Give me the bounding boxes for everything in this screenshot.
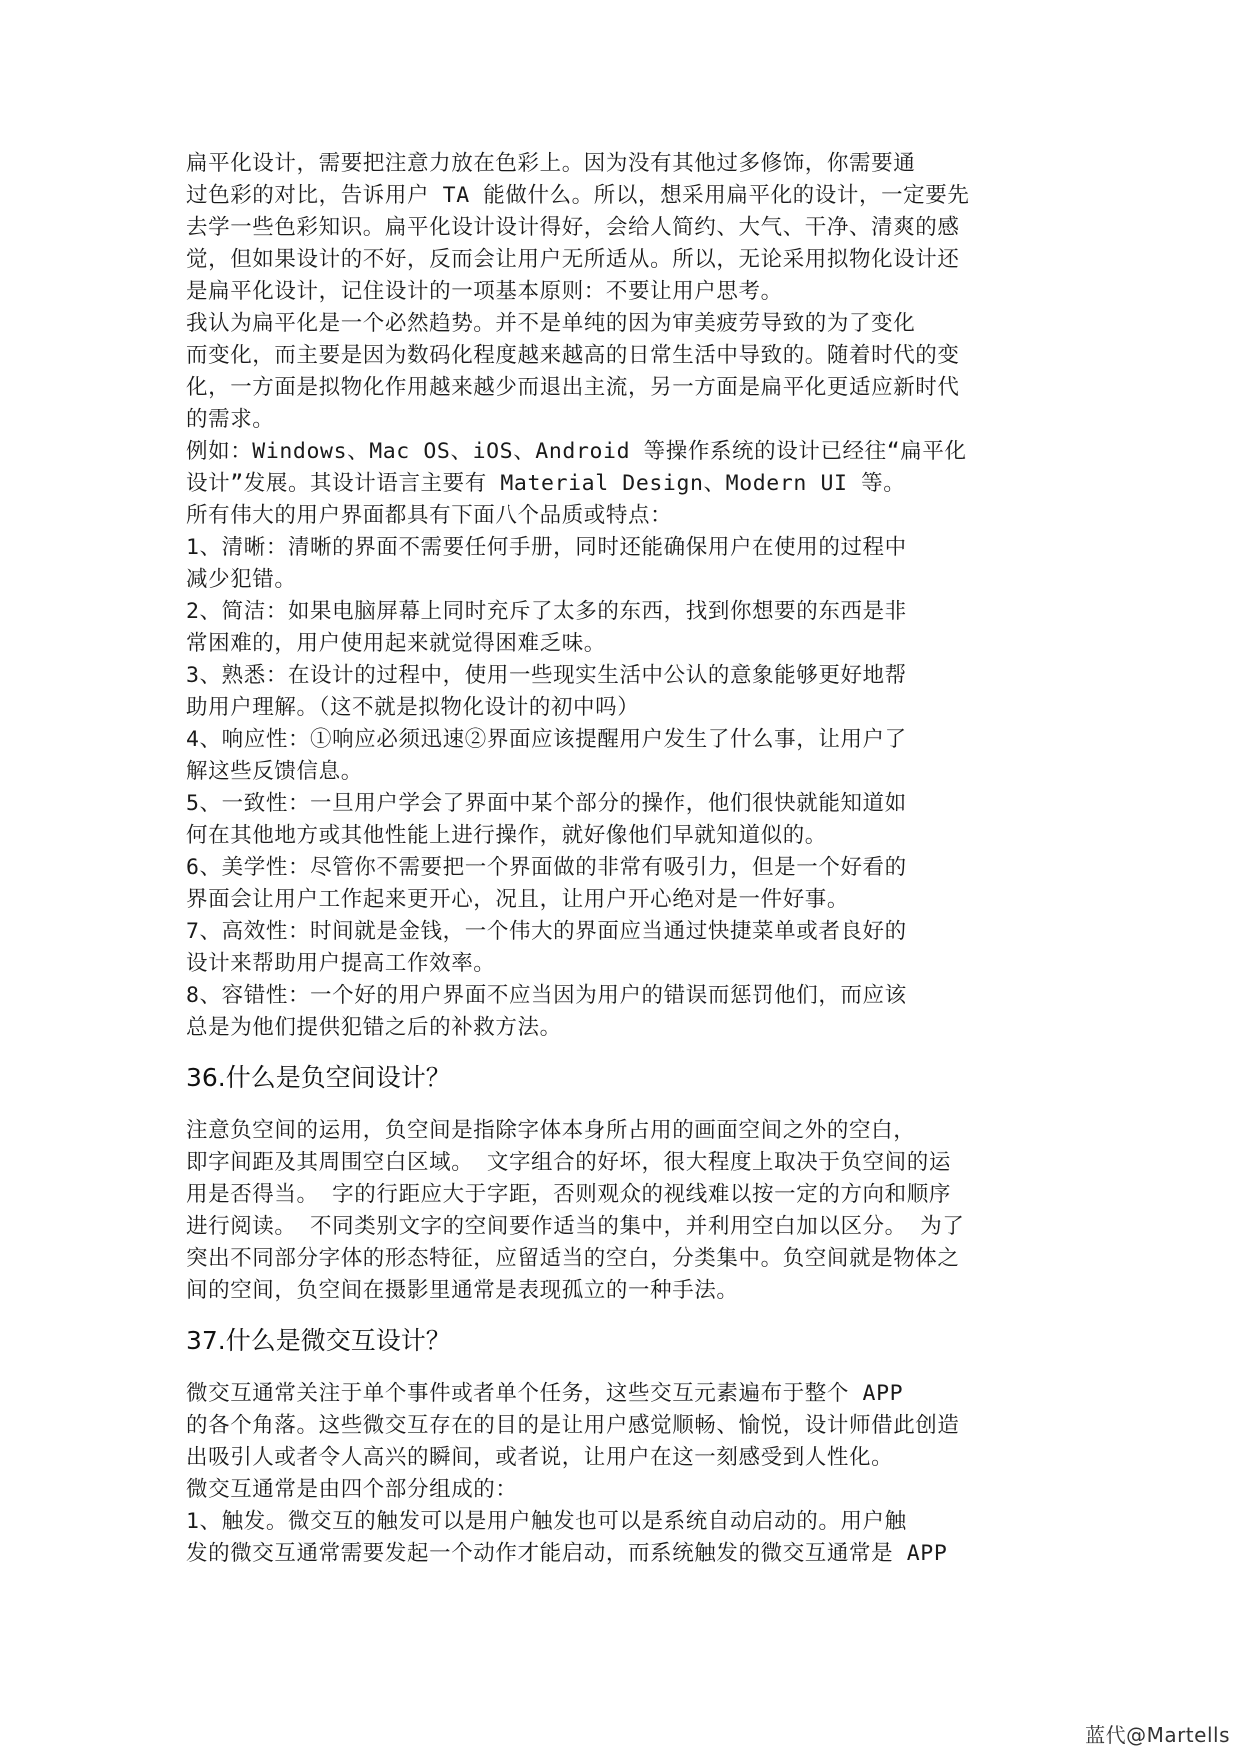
text-line: 进行阅读。 不同类别文字的空间要作适当的集中，并利用空白加以区分。 为了	[186, 1214, 965, 1239]
text-line: 出吸引人或者令人高兴的瞬间，或者说，让用户在这一刻感受到人性化。	[186, 1445, 894, 1470]
text-line: 设计”发展。其设计语言主要有 Material Design、Modern UI 等。	[186, 471, 906, 496]
text-line: 界面会让用户工作起来更开心，况且，让用户开心绝对是一件好事。	[186, 887, 850, 912]
text-line: 是扁平化设计，记住设计的一项基本原则：不要让用户思考。	[186, 279, 783, 304]
intro-text	[186, 148, 1066, 1044]
text-line: 1、触发。微交互的触发可以是用户触发也可以是系统自动启动的。用户触	[186, 1509, 907, 1534]
text-line: 微交互通常关注于单个事件或者单个任务，这些交互元素遍布于整个 APP	[186, 1381, 904, 1406]
text-line: 何在其他地方或其他性能上进行操作，就好像他们早就知道似的。	[186, 823, 827, 848]
section-37-text	[186, 1378, 1066, 1570]
text-line: 觉，但如果设计的不好，反而会让用户无所适从。所以，无论采用拟物化设计还	[186, 247, 960, 272]
text-line: 化，一方面是拟物化作用越来越少而退出主流，另一方面是扁平化更适应新时代	[186, 375, 960, 400]
text-line: 解这些反馈信息。	[186, 759, 363, 784]
text-line: 扁平化设计，需要把注意力放在色彩上。因为没有其他过多修饰，你需要通	[186, 151, 916, 176]
text-line: 常困难的，用户使用起来就觉得困难乏味。	[186, 631, 606, 656]
text-line: 的需求。	[186, 407, 275, 432]
text-line: 过色彩的对比，告诉用户 TA 能做什么。所以，想采用扁平化的设计，一定要先	[186, 183, 970, 208]
text-line: 注意负空间的运用，负空间是指除字体本身所占用的画面空间之外的空白，	[186, 1118, 916, 1143]
text-line: 而变化，而主要是因为数码化程度越来越高的日常生活中导致的。随着时代的变	[186, 343, 960, 368]
text-line: 突出不同部分字体的形态特征，应留适当的空白，分类集中。负空间就是物体之	[186, 1246, 960, 1271]
text-line: 2、简洁：如果电脑屏幕上同时充斥了太多的东西，找到你想要的东西是非	[186, 599, 907, 624]
text-line: 5、一致性：一旦用户学会了界面中某个部分的操作，他们很快就能知道如	[186, 791, 907, 816]
text-line: 间的空间，负空间在摄影里通常是表现孤立的一种手法。	[186, 1278, 739, 1303]
text-line: 减少犯错。	[186, 567, 297, 592]
text-line: 即字间距及其周围空白区域。 文字组合的好坏，很大程度上取决于负空间的运	[186, 1150, 951, 1175]
text-line: 4、响应性：①响应必须迅速②界面应该提醒用户发生了什么事，让用户了	[186, 727, 907, 752]
text-line: 所有伟大的用户界面都具有下面八个品质或特点：	[186, 503, 673, 528]
section-36-text	[186, 1115, 1066, 1307]
text-line: 3、熟悉：在设计的过程中，使用一些现实生活中公认的意象能够更好地帮	[186, 663, 907, 688]
text-line: 例如：Windows、Mac OS、iOS、Android 等操作系统的设计已经往“扁平化	[186, 439, 967, 464]
text-line: 我认为扁平化是一个必然趋势。并不是单纯的因为审美疲劳导致的为了变化	[186, 311, 916, 336]
text-line: 助用户理解。（这不就是拟物化设计的初中吗）	[186, 695, 640, 720]
text-line: 1、清晰：清晰的界面不需要任何手册，同时还能确保用户在使用的过程中	[186, 535, 907, 560]
text-line: 的各个角落。这些微交互存在的目的是让用户感觉顺畅、愉悦，设计师借此创造	[186, 1413, 960, 1438]
text-line: 6、美学性：尽管你不需要把一个界面做的非常有吸引力，但是一个好看的	[186, 855, 907, 880]
text-line: 设计来帮助用户提高工作效率。	[186, 951, 496, 976]
watermark: 蓝代@Martells	[1085, 1723, 1230, 1747]
text-line: 用是否得当。 字的行距应大于字距，否则观众的视线难以按一定的方向和顺序	[186, 1182, 951, 1207]
document-page	[186, 148, 1066, 1570]
text-line: 发的微交互通常需要发起一个动作才能启动，而系统触发的微交互通常是 APP	[186, 1541, 948, 1566]
text-line: 总是为他们提供犯错之后的补救方法。	[186, 1015, 562, 1040]
text-line: 8、容错性：一个好的用户界面不应当因为用户的错误而惩罚他们，而应该	[186, 983, 907, 1008]
text-line: 微交互通常是由四个部分组成的：	[186, 1477, 518, 1502]
section-36-heading: 36.什么是负空间设计？	[186, 1063, 451, 1092]
text-line: 去学一些色彩知识。扁平化设计设计得好，会给人简约、大气、干净、清爽的感	[186, 215, 960, 240]
text-line: 7、高效性：时间就是金钱，一个伟大的界面应当通过快捷菜单或者良好的	[186, 919, 907, 944]
section-37-heading: 37.什么是微交互设计？	[186, 1326, 451, 1355]
